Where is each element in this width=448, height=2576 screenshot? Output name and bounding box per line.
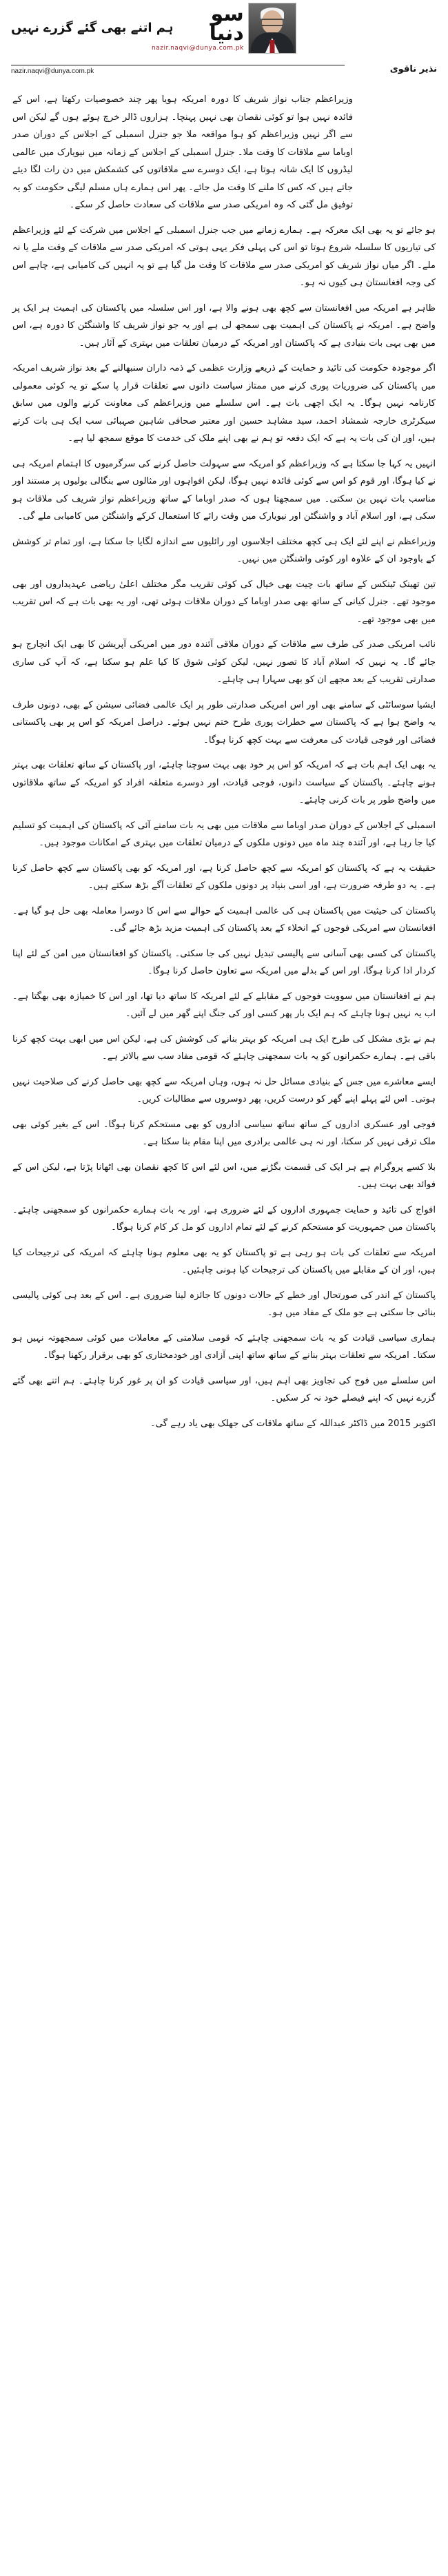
- article-paragraph: وزیراعظم نے اپنے لئے ایک ہی کچھ مختلف اجلاسوں اور رائلیوں سے اندازہ لگایا جا سکتا ہے، اور تمام تر کوشش کے باوجود ان کے علاوہ اور کوئی واشنگٹن میں نہیں۔: [12, 536, 436, 564]
- article-paragraph: ہم نے بڑی مشکل کی طرح ایک ہی امریکہ کو بہتر بنانے کی کوشش کی ہے، لیکن اس میں ابھی بہت کچھ کرنا باقی ہے۔ ہمارے حکمرانوں کو یہ بات سمجھنی چاہئے کہ قومی مفاد سب سے بالاتر ہے۔: [12, 1033, 436, 1062]
- article-paragraph: انہیں یہ کہا جا سکتا ہے کہ وزیراعظم کو امریکہ سے سہولت حاصل کرنے کی سرگرمیوں کا اہتمام امریکہ ہی نے کیا ہوگا، اور قوم کو اس سے کوئی فائدہ نہیں ہوگا، لیکن افواہوں اور مثالوں سے بنگالی بولیوں پر مستند اور مناسب بات نہیں بن سکتی۔ میں سمجھتا ہوں کہ صدر اوباما کے ساتھ وزیراعظم نواز شریف کی ملاقات ہو سکی ہے، اور اسلام آباد و واشنگٹن اور نیویارک میں وقت رائے کا استعمال کرکے واشنگٹن میں کامیابی ملے گی۔: [12, 458, 436, 522]
- article-paragraph: اسمبلی کے اجلاس کے دوران صدر اوباما سے ملاقات میں بھی یہ بات سامنے آئی کہ پاکستان کی اہمیت کو تسلیم کیا جا رہا ہے، اور آئندہ چند ماہ میں دونوں ملکوں کے درمیان تعلقات میں بہتری کے امکانات موجود ہیں۔: [12, 820, 436, 848]
- article-paragraph: ہم نے افغانستان میں سوویت فوجوں کے مقابلے کے لئے امریکہ کا ساتھ دیا تھا، اور اس کا خمیازہ بھی بھگتا ہے۔ اب یہ نہیں ہونا چاہئے کہ ہم ایک بار پھر کسی اور کی جنگ اپنے گھر میں لے آئیں۔: [12, 991, 436, 1019]
- article-paragraph: پاکستان کی کسی بھی آسانی سے پالیسی تبدیل نہیں کی جا سکتی۔ پاکستان کو افغانستان میں امن کے لئے اپنا کردار ادا کرنا ہوگا، اور اس کے بدلے میں امریکہ سے تعاون حاصل کرنا ہوگا۔: [12, 948, 436, 976]
- article-paragraph: پاکستان کے اندر کی صورتحال اور خطے کے حالات دونوں کا جائزہ لینا ضروری ہے۔ اس کے بعد ہی کوئی پالیسی بنائی جا سکتی ہے جو ملک کے مفاد میں ہو۔: [12, 1290, 436, 1318]
- article-paragraph: پاکستان کی حیثیت میں پاکستان ہی کی عالمی اہمیت کے حوالے سے اس کا دوسرا معاملہ بھی حل ہو گیا ہے۔ افغانستان سے امریکی فوجوں کے انخلاء کے بعد پاکستان کی اہمیت مزید بڑھ جائے گی۔: [12, 905, 436, 934]
- logo-line-1: سو: [210, 1, 244, 26]
- author-email: nazir.naqvi@dunya.com.pk: [11, 68, 94, 75]
- article-paragraph: بلا کسے پروگرام ہے ہر ایک کی قسمت بگڑنے میں، اس لئے اس کا کچھ نقصان بھی اٹھانا پڑتا ہے، لیکن اس کے فوائد بھی بہت ہیں۔: [12, 1162, 436, 1190]
- article-paragraph: افواج کی تائید و حمایت جمہوری اداروں کے لئے ضروری ہے، اور یہ بات ہمارے حکمرانوں کو سمجھنی چاہئے۔ پاکستان میں جمہوریت کو مستحکم کرنے کے لئے تمام اداروں کو مل کر کام کرنا ہوگا۔: [12, 1204, 436, 1233]
- article-body: [0, 91, 448, 1450]
- article-paragraph: ایسے معاشرے میں جس کے بنیادی مسائل حل نہ ہوں، وہاں امریکہ سے کچھ بھی حاصل کرنے کی صلاحیت نہیں ہوتی۔ اس لئے پہلے اپنے گھر کو درست کریں، پھر دوسروں سے مطالبات کریں۔: [12, 1076, 436, 1104]
- article-paragraph: ایشیا سوسائٹی کے سامنے بھی اور اس امریکی صدارتی طور پر ایک عالمی فضائی سیشن کے بھی، دونوں طرف یہ واضح ہوا ہے کہ پاکستان سے خطرات پوری طرح ختم نہیں ہوئے۔ دراصل امریکہ کو اس پر بھی پاکستانی فضائی اور فوجی قیادت کی معرفت سے بہت کچھ کرنا ہوگا۔: [12, 699, 436, 745]
- photo-tie: [269, 40, 274, 53]
- article-paragraph: تین تھینک ٹینکس کے ساتھ بات چیت بھی خیال کی کوئی تقریب مگر مختلف اعلیٰ ریاضی عہدیداروں اور بھی موجود تھے۔ جنرل کیانی کے ساتھ بھی صدر اوباما کے دوران ملاقات ہوئی تھی، اور یہ بھی بات ہے کہ اس تقریب میں بھی موجود تھے۔: [12, 579, 436, 625]
- article-paragraph: فوجی اور عسکری اداروں کے ساتھ ساتھ سیاسی اداروں کو بھی مستحکم کرنا ہوگا۔ اس کے بغیر کوئی بھی ملک ترقی نہیں کر سکتا، اور نہ ہی عالمی برادری میں اپنا مقام بنا سکتا ہے۔: [12, 1119, 436, 1147]
- article-paragraph: حقیقت یہ ہے کہ پاکستان کو امریکہ سے کچھ حاصل کرنا ہے، اور امریکہ کو بھی پاکستان سے کچھ حاصل کرنا ہے۔ یہ دو طرفہ ضرورت ہے، اور اسی بنیاد پر دونوں ملکوں کے تعلقات آگے بڑھ سکتے ہیں۔: [12, 863, 436, 891]
- article-paragraph: نائب امریکی صدر کی طرف سے ملاقات کے دوران ملاقی آئندہ دور میں امریکی آپریشن کا بھی ایک انچارج ہو جائے گا۔ یہ نہیں کہ اسلام آباد کا تصور نہیں، لیکن کوئی شوق کا کیا علم ہو سکتا ہے، کہ آپ کی ساری صدارتی تقریب کے بعد مجھے ان کو بھی سہارا ہی چاہئے۔: [12, 639, 436, 685]
- page-title: ہم اتنے بھی گئے گزرے نہیں: [11, 21, 174, 35]
- logo-tagline: nazir.naqvi@dunya.com.pk: [152, 45, 244, 52]
- article-paragraph: اگر موجودہ حکومت کی تائید و حمایت کے ذریعے وزارت عظمی کے ذمہ داران سنبھالنے کے بعد نواز شریف امریکہ میں پاکستان کی ضروریات پوری کرنے میں ممتاز سیاست دانوں سے تعلقات قرار پا سکے تو یہ کوئی معمولی کارنامہ نہیں ہوگا۔ یہ ایک اچھی بات ہے۔ اس سلسلے میں وزیراعظم کی معاونت کرنے والوں میں سابق سیکرٹری خارجہ شمشاد احمد، سید مشاہد حسین اور معتبر صحافی شاہین صہبائی سب ایک ہی بات کرتے ہیں، اور ان کی بات یہ ہے کہ ایک دفعہ تو ہم نے بھی اپنے ملک کی خدمت کا موقع سمجھ لیا ہے۔: [12, 363, 436, 444]
- masthead: [0, 0, 448, 63]
- photo-suit: [251, 32, 294, 53]
- article-paragraph: ہو جائے تو یہ بھی ایک معرکہ ہے۔ ہمارے زمانے میں جب جنرل اسمبلی کے اجلاس میں شرکت کے لئے وزیراعظم کی تیاریوں کا سلسلہ شروع ہوتا تو اس کی پہلی فکر یہی ہوتی کہ امریکی صدر سے ملاقات کے وقت ملے یا نہ ملے۔ اگر میاں نواز شریف کو امریکی صدر سے ملاقات کا وقت مل گیا ہے تو یہ انہیں کی کامیابی ہے، چاہے اس کی وجہ افغانستان ہی کیوں نہ ہو۔: [12, 225, 436, 288]
- photo-glasses: [262, 19, 283, 26]
- article-paragraph: ہماری سیاسی قیادت کو یہ بات سمجھنی چاہئے کہ قومی سلامتی کے معاملات میں کوئی سمجھوتہ نہیں ہو سکتا۔ امریکہ سے تعلقات بہتر بنانے کے ساتھ ساتھ اپنی آزادی اور خودمختاری کو بھی برقرار رکھنا ہوگا۔: [12, 1332, 436, 1361]
- article-paragraph: ظاہر ہے امریکہ میں افغانستان سے کچھ بھی ہونے والا ہے، اور اس سلسلہ میں پاکستان کی اہمیت ہر ایک پر واضح ہے۔ امریکہ نے پاکستان کی اہمیت بھی سمجھ لی ہے اور یہ جو نواز شریف کا واشنگٹن کا دورہ ہے، اس میں بھی یہی بات بنیادی ہے کہ پاکستان اور امریکہ کے درمیان تعلقات میں بہتری کے آثار ہیں۔: [12, 302, 436, 349]
- article-paragraph: اس سلسلے میں فوج کی تجاویز بھی اہم ہیں، اور سیاسی قیادت کو ان پر غور کرنا چاہئے۔ ہم اتنے بھی گئے گزرے نہیں کہ اپنے فیصلے خود نہ کر سکیں۔: [12, 1375, 436, 1403]
- article-paragraph: اکتوبر 2015 میں ڈاکٹر عبداللہ کے ساتھ ملاقات کی جھلک بھی یاد رہے گی۔: [150, 1418, 436, 1429]
- article-paragraph: وزیراعظم جناب نواز شریف کا دورہ امریکہ ہویا پھر چند خصوصیات رکھتا ہے، اس کے فائدہ نہیں ہوا تو کوئی نقصان بھی نہیں پہنچا۔ ہزاروں ڈالر خرچ ہوئے ہوں گے لیکن اس سے اگر نہیں وزیراعظم کو ہوا مواقعہ ملا جو جنرل اسمبلی کے اجلاس کے دوران صدر اوباما سے ملاقات کا وقت ملا۔ جنرل اسمبلی کے اجلاس کے زمانہ میں نیویارک میں عالمی لیڈروں کا ایک شانہ ہوتا ہے، ایک دوسرے سے ملاقاتوں کی کشمکش میں دن رات لگا دیئے جاتے ہیں کہ کس کا ملنے کا وقت مل جائے۔ پھر اس ہمارے ہاں مسلم لیگی حکومت کو یہ توفیق مل گئی کہ وہ امریکی صدر سے ملاقات کی سعادت حاصل کر سکے۔: [12, 94, 353, 210]
- logo-line-2: دنیا: [209, 21, 244, 45]
- columnist-photo: [248, 3, 296, 54]
- article-paragraph: امریکہ سے تعلقات کی بات ہو رہی ہے تو پاکستان کو یہ بھی معلوم ہونا چاہئے کہ امریکہ کی ترجیحات کیا ہیں، اور ان کے مقابلے میں پاکستان کی ترجیحات کیا ہونی چاہئیں۔: [12, 1247, 436, 1275]
- dunya-logo: [152, 3, 296, 54]
- article-paragraph: یہ بھی ایک اہم بات ہے کہ امریکہ کو اس پر خود بھی بہت سوچنا چاہئے، اور پاکستان کے ساتھ تعلقات بھی بہتر ہونے چاہئے۔ پاکستان کے سیاست دانوں، فوجی قیادت، اور دوسرے متعلقہ افراد کو امریکہ کے ساتھ ملاقاتوں میں واضح طور پر بات کرنی چاہئے۔: [12, 760, 436, 805]
- author-name: نذیر ناقوی: [389, 64, 437, 74]
- byline: [0, 63, 448, 91]
